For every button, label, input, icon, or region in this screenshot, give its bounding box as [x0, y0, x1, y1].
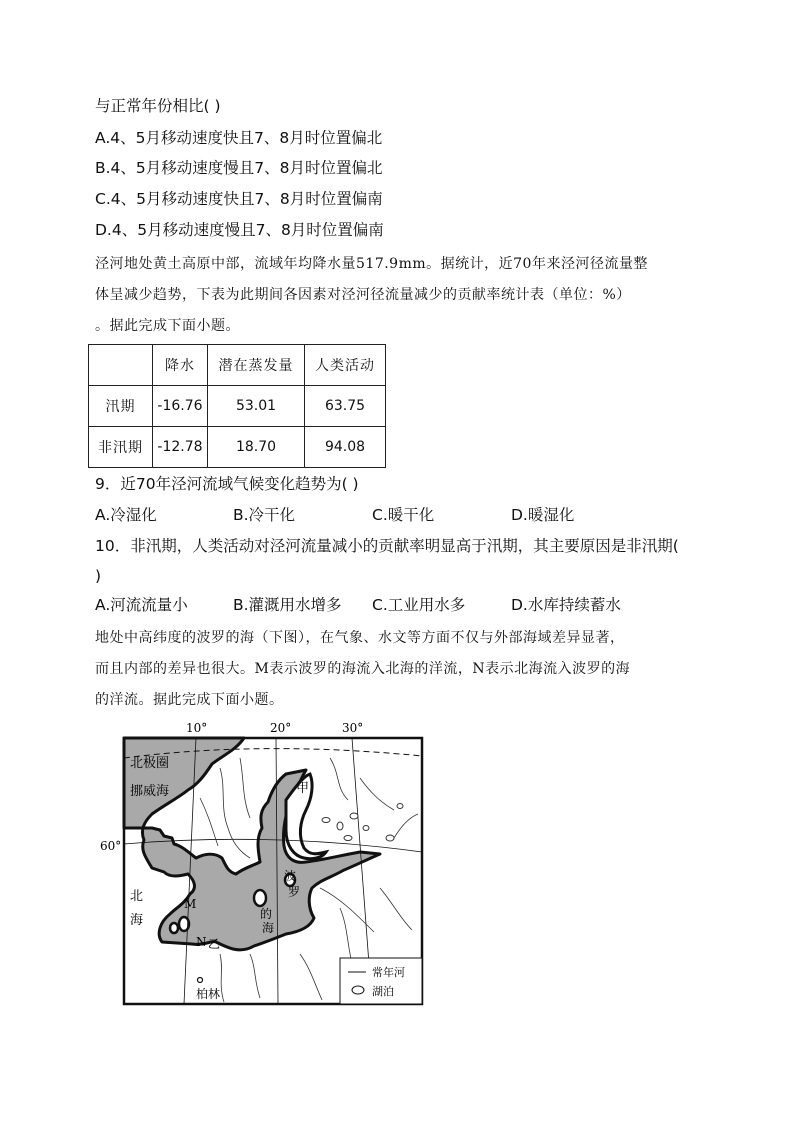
arctic-circle-label: 北极圈 — [130, 756, 170, 771]
table-cell: 53.01 — [208, 386, 305, 427]
table-cell: -16.76 — [153, 386, 208, 427]
q10-option-b[interactable]: B.灌溉用水增多 — [233, 596, 342, 614]
baltic-sea-map — [100, 718, 430, 1008]
contribution-table — [88, 344, 386, 468]
legend-lake-symbol — [352, 986, 364, 994]
norwegian-sea-label: 挪威海 — [130, 784, 170, 799]
table-header-cell: 降水 — [153, 345, 208, 386]
baltic-label-2: 罗 — [288, 885, 301, 899]
north-sea-label-1: 北 — [130, 889, 144, 904]
table-row-label: 汛期 — [89, 386, 153, 427]
q9-option-b[interactable]: B.冷干化 — [233, 506, 296, 524]
current-n-label: N — [196, 935, 207, 949]
lon-label-20: 20° — [270, 721, 292, 735]
q9-option-c[interactable]: C.暖干化 — [372, 506, 435, 524]
passage1-line-1: 泾河地处黄土高原中部，流域年均降水量517.9mm。据统计，近70年来泾河径流量整 — [95, 256, 648, 272]
q8-option-d[interactable]: D.4、5月移动速度慢且7、8月时位置偏南 — [95, 221, 384, 239]
q10-option-d[interactable]: D.水库持续蓄水 — [511, 596, 621, 614]
table-header-cell: 人类活动 — [305, 345, 386, 386]
q8-stem-tail: 与正常年份相比( ) — [95, 97, 221, 115]
table-header-cell: 潜在蒸发量 — [208, 345, 305, 386]
q9-option-d[interactable]: D.暖湿化 — [511, 506, 575, 524]
table-row-label: 非汛期 — [89, 427, 153, 468]
table-cell: -12.78 — [153, 427, 208, 468]
table-header-row — [89, 345, 386, 386]
lat-label-60: 60° — [100, 839, 122, 853]
passage2-line-1: 地处中高纬度的波罗的海（下图），在气象、水文等方面不仅与外部海域差异显著， — [95, 630, 625, 646]
danish-island-2 — [170, 923, 178, 933]
legend-lake-label: 湖泊 — [372, 985, 394, 998]
legend-river-label: 常年河 — [372, 966, 405, 979]
table-cell: 94.08 — [305, 427, 386, 468]
baltic-label-4: 海 — [262, 921, 275, 935]
q8-option-b[interactable]: B.4、5月移动速度慢且7、8月时位置偏北 — [95, 159, 383, 177]
passage2-line-3: 的洋流。据此完成下面小题。 — [95, 692, 284, 708]
north-sea-label-2: 海 — [130, 913, 144, 928]
gotland-island — [254, 890, 266, 906]
passage1-line-2: 体呈减少趋势，下表为此期间各因素对泾河径流量减少的贡献率统计表（单位：%） — [95, 287, 631, 303]
q8-option-c[interactable]: C.4、5月移动速度快且7、8月时位置偏南 — [95, 190, 383, 208]
baltic-label-3: 的 — [260, 907, 273, 921]
q9-stem: 9．近70年泾河流域气候变化趋势为( ) — [95, 475, 359, 493]
berlin-label: 柏林 — [196, 987, 221, 1001]
q10-stem-line-2: ) — [95, 567, 102, 585]
table-row — [89, 427, 386, 468]
passage1-line-3: 。据此完成下面小题。 — [95, 318, 240, 334]
baltic-label-1: 波 — [284, 869, 297, 883]
q10-stem-line-1: 10．非汛期，人类活动对泾河流量减小的贡献率明显高于汛期，其主要原因是非汛期( — [95, 537, 679, 555]
table-cell: 63.75 — [305, 386, 386, 427]
table-row — [89, 386, 386, 427]
q10-option-a[interactable]: A.河流流量小 — [95, 596, 188, 614]
q9-option-a[interactable]: A.冷湿化 — [95, 506, 157, 524]
lon-label-10: 10° — [186, 721, 208, 735]
lon-label-30: 30° — [342, 721, 364, 735]
table-header-cell — [89, 345, 153, 386]
current-m-label: M — [184, 897, 197, 911]
point-yi-label: 乙 — [208, 937, 221, 951]
table-cell: 18.70 — [208, 427, 305, 468]
passage2-line-2: 而且内部的差异也很大。M表示波罗的海流入北海的洋流，N表示北海流入波罗的海 — [95, 661, 631, 677]
q8-option-a[interactable]: A.4、5月移动速度快且7、8月时位置偏北 — [95, 129, 383, 147]
point-jia-label: 甲 — [296, 781, 310, 796]
q10-option-c[interactable]: C.工业用水多 — [372, 596, 466, 614]
